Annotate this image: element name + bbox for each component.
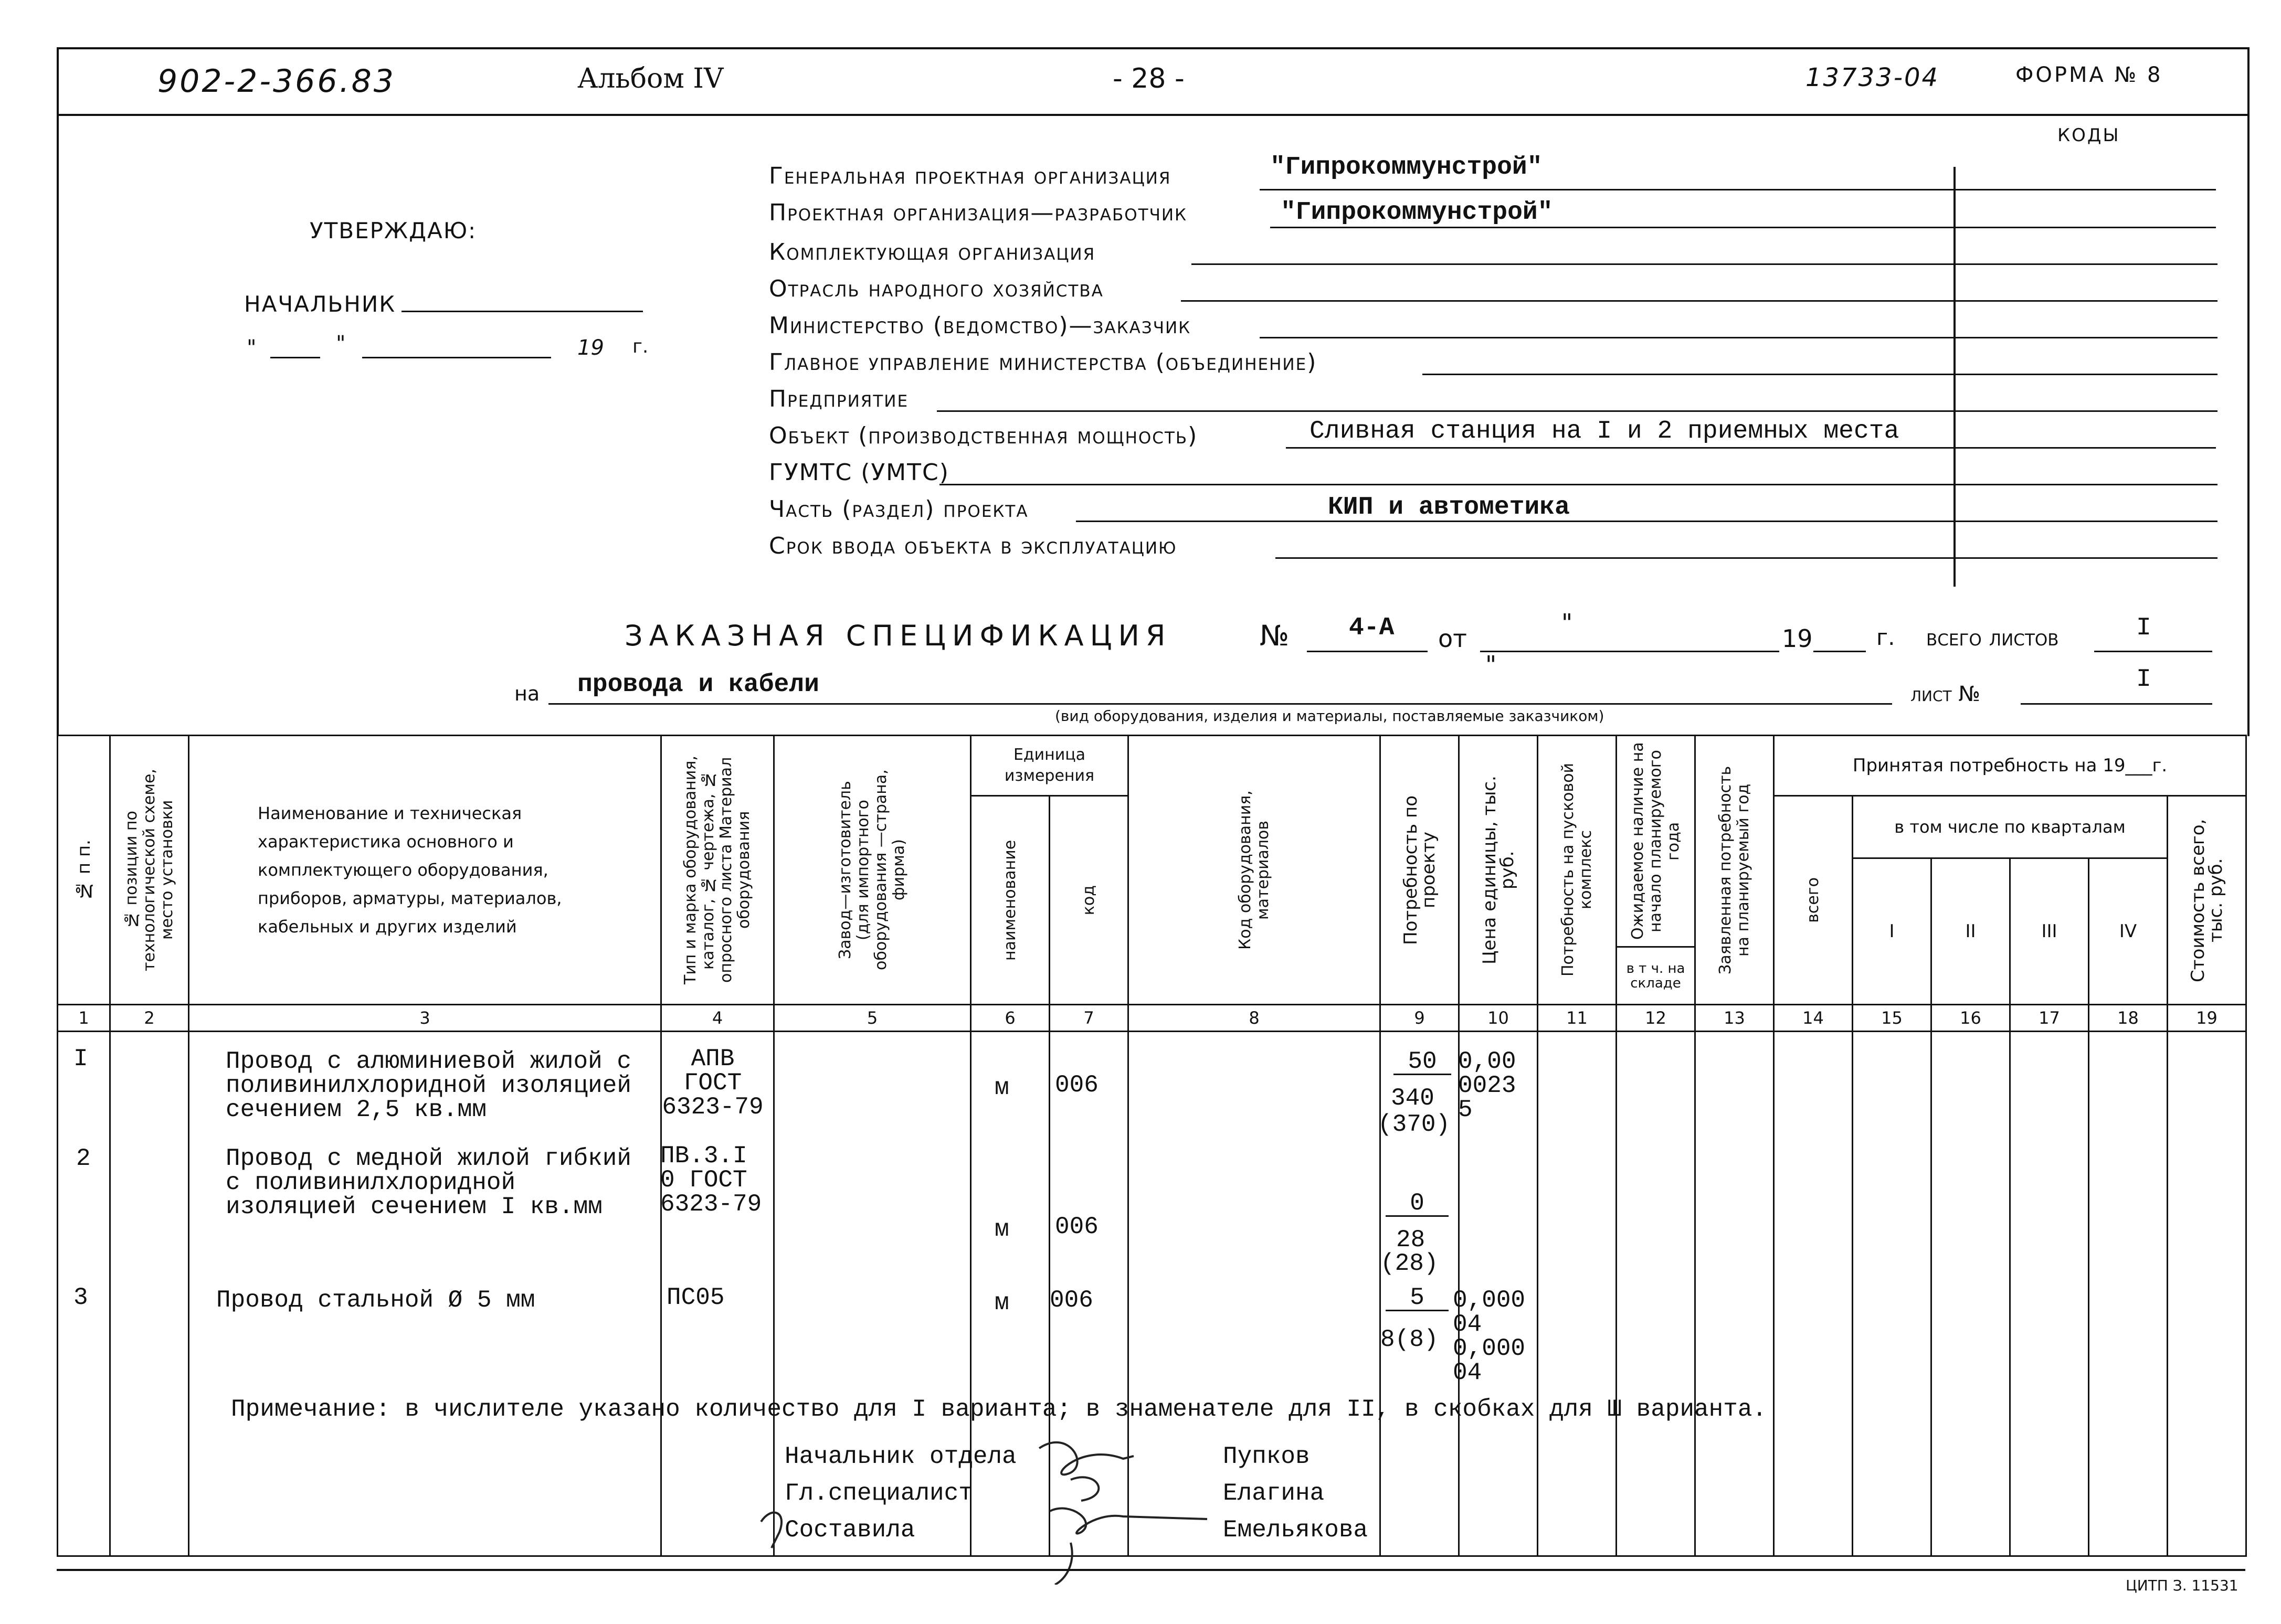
- gumts-line: [939, 484, 2217, 485]
- col-header-12: Ожидаемое наличие на начало планируемого года: [1617, 736, 1695, 947]
- date-day-line[interactable]: [270, 357, 320, 358]
- col-header-5: Завод—изготовитель (для импортного оборудования —страна, фирма): [774, 736, 971, 1005]
- col-number: 8: [1128, 1005, 1380, 1032]
- row-1-need-paren: (370): [1378, 1111, 1451, 1138]
- col-header-4: Тип и марка оборудования, каталог, № чертежа, № опросного листа Материал оборудования: [661, 736, 774, 1005]
- part-value: КИП и автометика: [1328, 493, 1570, 522]
- signature-name-1: Пупков: [1223, 1443, 1310, 1470]
- col-header-13: Заявленная потребность на планируемый год: [1695, 736, 1774, 1005]
- object-code-line: [1953, 447, 2216, 449]
- handwritten-signatures: [756, 1427, 1228, 1585]
- signature-name-2: Елагина: [1223, 1480, 1325, 1507]
- row-2-need-top: 0: [1386, 1191, 1449, 1217]
- col-number: 15: [1853, 1005, 1931, 1032]
- deadline-line: [1275, 557, 2217, 559]
- spec-caption: (вид оборудования, изделия и материалы, поставляемые заказчиком): [1055, 707, 1604, 725]
- row-3-need-bottom: 8(8): [1380, 1326, 1439, 1353]
- col-number: 1: [58, 1005, 110, 1032]
- branch-label: Отрасль народного хозяйства: [769, 275, 1104, 302]
- row-2-name: Провод с медной жилой гибкий с поливинилхлоридной изоляцией сечением I кв.мм: [226, 1145, 631, 1220]
- doc-number: 13733-04: [1805, 63, 1940, 92]
- col-number: 17: [2010, 1005, 2089, 1032]
- general-org-label: Генеральная проектная организация: [769, 163, 1171, 189]
- object-label: Объект (производственная мощность): [769, 422, 1198, 449]
- col-number: 18: [2089, 1005, 2168, 1032]
- spec-no-value: 4-А: [1349, 614, 1395, 642]
- spec-from-line: [1480, 651, 1779, 652]
- row-3-unit: м: [995, 1289, 1009, 1317]
- row-1-need-top: 50: [1393, 1049, 1451, 1075]
- form-bottom-border: [57, 1569, 2245, 1571]
- date-quote-open: ": [247, 336, 257, 360]
- row-1-type: АПВ ГОСТ 6323-79: [662, 1045, 764, 1121]
- sheet-label: лист №: [1910, 682, 1980, 706]
- row-1-code: 006: [1055, 1071, 1099, 1099]
- codes-title: КОДЫ: [2057, 125, 2120, 146]
- signature-role-2: Гл.специалист: [785, 1480, 973, 1507]
- deadline-label: Срок ввода объекта в эксплуатацию: [769, 533, 1177, 559]
- object-value: Сливная станция на I и 2 приемных места: [1310, 417, 1899, 445]
- column-numbers-row: [58, 1005, 2246, 1032]
- project-code: 902-2-366.83: [157, 63, 396, 100]
- row-3-need-top: 5: [1386, 1286, 1449, 1311]
- codes-column-divider: [1953, 167, 1956, 587]
- spec-on-label: на: [514, 682, 540, 705]
- col-number: 11: [1538, 1005, 1617, 1032]
- spec-on-value: провода и кабели: [577, 671, 819, 699]
- date-year-suffix: г.: [632, 336, 649, 357]
- footer-code: ЦИТП З. 11531: [2126, 1577, 2238, 1594]
- date-month-line[interactable]: [362, 357, 551, 358]
- supply-org-line: [1191, 263, 2217, 265]
- spec-quote-1: ": [1561, 609, 1573, 637]
- gumts-label: ГУМТС (УМТС): [769, 459, 949, 486]
- col-number: 14: [1774, 1005, 1853, 1032]
- spec-no-label: №: [1260, 619, 1290, 652]
- row-3-number: 3: [73, 1284, 88, 1311]
- enterprise-label: Предприятие: [769, 386, 909, 412]
- col-header-19: Стоимость всего, тыс. руб.: [2168, 796, 2246, 1005]
- row-1-number: I: [73, 1045, 88, 1073]
- col-number: 2: [110, 1005, 189, 1032]
- general-org-value: "Гипрокоммунстрой": [1270, 153, 1543, 182]
- row-2-number: 2: [76, 1145, 91, 1172]
- row-2-unit: м: [995, 1216, 1009, 1243]
- sheet-value: I: [2136, 665, 2151, 694]
- spec-year: 19: [1782, 624, 1813, 653]
- total-sheets-value: I: [2136, 614, 2151, 642]
- row-3-type: ПС05: [667, 1284, 725, 1311]
- design-org-code-line: [1953, 227, 2216, 228]
- col-number: 7: [1050, 1005, 1128, 1032]
- col-header-17: III: [2010, 858, 2089, 1005]
- date-quote-close: ": [336, 332, 346, 356]
- col-number: 12: [1617, 1005, 1695, 1032]
- col-header-12b: в т ч. на складе: [1617, 947, 1695, 1005]
- spec-on-line: [548, 703, 1892, 705]
- row-1-name: Провод с алюминиевой жилой с поливинилхлоридной изоляцией сечением 2,5 кв.мм: [226, 1048, 631, 1123]
- main-dept-line: [1422, 374, 2217, 375]
- object-line: [1286, 447, 1955, 449]
- date-year: 19: [577, 336, 604, 360]
- row-2-need-paren: (28): [1380, 1250, 1439, 1277]
- general-org-line: [1260, 189, 1955, 190]
- sheet-line: [2021, 703, 2212, 705]
- supply-org-label: Комплектующая организация: [769, 239, 1096, 266]
- enterprise-line: [937, 410, 2217, 412]
- col-header-18: IV: [2089, 858, 2168, 1005]
- part-line: [1076, 521, 2217, 522]
- col-header-3: Наименование и техническая характеристика основного и комплектующего оборудования, приборов, арматуры, материалов, кабельных и других изделий: [189, 736, 661, 1005]
- col-number: 5: [774, 1005, 971, 1032]
- signature-role-1: Начальник отдела: [785, 1443, 1017, 1470]
- col-header-16: II: [1931, 858, 2010, 1005]
- spec-quote-2: ": [1485, 651, 1497, 679]
- general-org-code-line: [1953, 189, 2216, 190]
- page-number: - 28 -: [1113, 63, 1185, 94]
- design-org-label: Проектная организация—разработчик: [769, 199, 1188, 226]
- row-2-code: 006: [1055, 1213, 1099, 1240]
- quarters-group-header: в том числе по кварталам: [1853, 796, 2168, 858]
- col-number: 16: [1931, 1005, 2010, 1032]
- note: Примечание: в числителе указано количество для I варианта; в знаменателе для II, в скобках для Ш варианта.: [231, 1396, 1767, 1423]
- col-header-9: Потребность по проекту: [1380, 736, 1459, 1005]
- row-3-price: 0,000 04 0,000 04: [1453, 1287, 1526, 1386]
- col-header-11: Потребность на пусковой комплекс: [1538, 736, 1617, 1005]
- design-org-line: [1270, 227, 1955, 228]
- col-number: 10: [1459, 1005, 1538, 1032]
- row-1-need-bottom: 340: [1391, 1085, 1434, 1112]
- col-header-8: Код оборудования, материалов: [1128, 736, 1380, 1005]
- total-sheets-label: всего листов: [1926, 624, 2059, 651]
- accepted-group-header: Принятая потребность на 19___г.: [1774, 736, 2246, 796]
- col-header-10: Цена единицы, тыс. руб.: [1459, 736, 1538, 1005]
- chief-label: НАЧАЛЬНИК: [244, 291, 396, 317]
- col-number: 4: [661, 1005, 774, 1032]
- row-2-type: ПВ.3.I 0 ГОСТ 6323-79: [660, 1142, 762, 1218]
- col-header-1: № п п.: [58, 736, 110, 1005]
- col-number: 3: [189, 1005, 661, 1032]
- ministry-line: [1260, 337, 2217, 338]
- signature-role-3: Составила: [785, 1516, 915, 1544]
- spec-year-line: [1813, 651, 1866, 652]
- chief-signature-line[interactable]: [402, 311, 643, 312]
- design-org-value: "Гипрокоммунстрой": [1281, 198, 1553, 227]
- col-number: 19: [2168, 1005, 2246, 1032]
- row-3-code: 006: [1050, 1287, 1093, 1314]
- total-sheets-line: [2094, 651, 2212, 652]
- part-label: Часть (раздел) проекта: [769, 496, 1029, 523]
- approve-heading: УТВЕРЖДАЮ:: [310, 218, 477, 243]
- unit-group-header: Единица измерения: [971, 736, 1128, 796]
- spec-no-line: [1307, 651, 1428, 652]
- col-number: 13: [1695, 1005, 1774, 1032]
- row-3-name: Провод стальной Ø 5 мм: [216, 1287, 535, 1314]
- spec-title: ЗАКАЗНАЯ СПЕЦИФИКАЦИЯ: [625, 619, 1172, 652]
- main-dept-label: Главное управление министерства (объединение): [769, 349, 1317, 376]
- form-label: ФОРМА № 8: [2015, 63, 2163, 87]
- spec-year-suffix: г.: [1876, 624, 1895, 650]
- col-header-7: код: [1050, 796, 1128, 1005]
- signature-name-3: Емельякова: [1223, 1516, 1368, 1544]
- row-1-price: 0,00 0023 5: [1458, 1048, 1516, 1123]
- row-1-unit: м: [995, 1074, 1009, 1101]
- album-label: Альбом IV: [577, 63, 724, 94]
- spec-from-label: от: [1438, 624, 1467, 653]
- col-number: 6: [971, 1005, 1050, 1032]
- branch-line: [1181, 300, 2217, 302]
- row-2-need-bottom: 28: [1396, 1226, 1425, 1254]
- col-number: 9: [1380, 1005, 1459, 1032]
- ministry-label: Министерство (ведомство)—заказчик: [769, 312, 1191, 339]
- col-header-14: всего: [1774, 796, 1853, 1005]
- col-header-15: I: [1853, 858, 1931, 1005]
- col-header-2: № позиции по технологической схеме, место установки: [110, 736, 189, 1005]
- col-header-6: наименование: [971, 796, 1050, 1005]
